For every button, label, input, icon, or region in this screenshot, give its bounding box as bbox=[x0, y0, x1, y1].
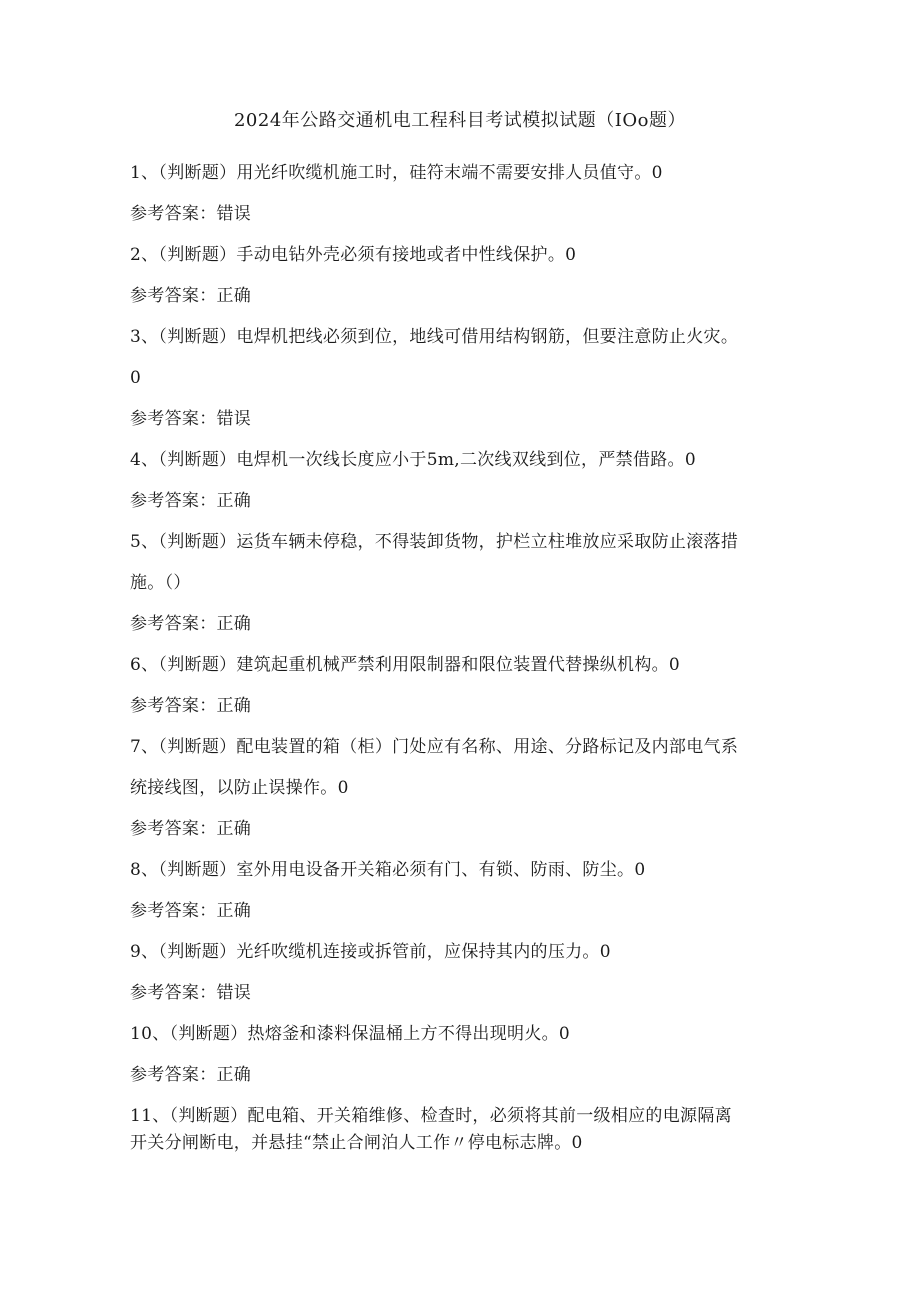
answer-value: 错误 bbox=[216, 409, 252, 429]
question-text-line: 开关分闸断电，并悬挂“禁止合闸泊人工作〃停电标志牌。0 bbox=[130, 1133, 583, 1153]
question-text-line: 统接线图，以防止误操作。0 bbox=[130, 778, 349, 798]
answer-line bbox=[130, 694, 810, 718]
answer-line bbox=[130, 407, 810, 431]
answer-label: 参考答案： bbox=[130, 286, 217, 306]
question-text-line: 施。（） bbox=[130, 573, 191, 593]
question-text-line: 11、（判断题）配电箱、开关箱维修、检查时，必须将其前一级相应的电源隔离 bbox=[130, 1106, 732, 1126]
answer-value: 正确 bbox=[216, 286, 252, 306]
answer-value: 正确 bbox=[216, 819, 252, 839]
answer-label: 参考答案： bbox=[130, 204, 217, 224]
answer-line bbox=[130, 612, 810, 636]
answer-label: 参考答案： bbox=[130, 819, 217, 839]
answer-label: 参考答案： bbox=[130, 901, 217, 921]
answer-label: 参考答案： bbox=[130, 614, 217, 634]
question-text-line: 2、（判断题）手动电钻外壳必须有接地或者中性线保护。0 bbox=[130, 245, 577, 265]
question-text-line: 1、（判断题）用光纤吹缆机施工时，硅符末端不需要安排人员值守。0 bbox=[130, 163, 663, 183]
answer-line bbox=[130, 1063, 810, 1087]
answer-line bbox=[130, 981, 810, 1005]
question-text-line: 10、（判断题）热熔釜和漆料保温桶上方不得出现明火。0 bbox=[130, 1024, 571, 1044]
answer-label: 参考答案： bbox=[130, 983, 217, 1003]
answer-line bbox=[130, 202, 810, 226]
answer-label: 参考答案： bbox=[130, 696, 217, 716]
answer-value: 正确 bbox=[216, 491, 252, 511]
answer-value: 错误 bbox=[216, 983, 252, 1003]
question-text-line: 6、（判断题）建筑起重机械严禁利用限制器和限位装置代替操纵机构。0 bbox=[130, 655, 681, 675]
answer-value: 正确 bbox=[216, 696, 252, 716]
answer-line bbox=[130, 817, 810, 841]
question-text-line: 4、（判断题）电焊机一次线长度应小于5m,二次线双线到位，严禁借路。0 bbox=[130, 450, 696, 470]
question-text-line: 5、（判断题）运货车辆未停稳，不得装卸货物，护栏立柱堆放应采取防止滚落措 bbox=[130, 532, 739, 552]
question-text-line: 7、（判断题）配电装置的箱（柜）门处应有名称、用途、分路标记及内部电气系 bbox=[130, 737, 739, 757]
answer-value: 正确 bbox=[216, 614, 252, 634]
answer-label: 参考答案： bbox=[130, 1065, 217, 1085]
question-text-line: 9、（判断题）光纤吹缆机连接或拆管前，应保持其内的压力。0 bbox=[130, 942, 611, 962]
question-text-line: 0 bbox=[130, 368, 142, 388]
answer-value: 错误 bbox=[216, 204, 252, 224]
answer-value: 正确 bbox=[216, 901, 252, 921]
question-text-line: 3、（判断题）电焊机把线必须到位，地线可借用结构钢筋，但要注意防止火灾。 bbox=[130, 327, 739, 347]
answer-label: 参考答案： bbox=[130, 491, 217, 511]
answer-line bbox=[130, 284, 810, 308]
answer-label: 参考答案： bbox=[130, 409, 217, 429]
page-title: 2024年公路交通机电工程科目考试模拟试题（IOo题） bbox=[233, 110, 686, 131]
answer-value: 正确 bbox=[216, 1065, 252, 1085]
answer-line bbox=[130, 899, 810, 923]
answer-line bbox=[130, 489, 810, 513]
question-text-line: 8、（判断题）室外用电设备开关箱必须有门、有锁、防雨、防尘。0 bbox=[130, 860, 646, 880]
